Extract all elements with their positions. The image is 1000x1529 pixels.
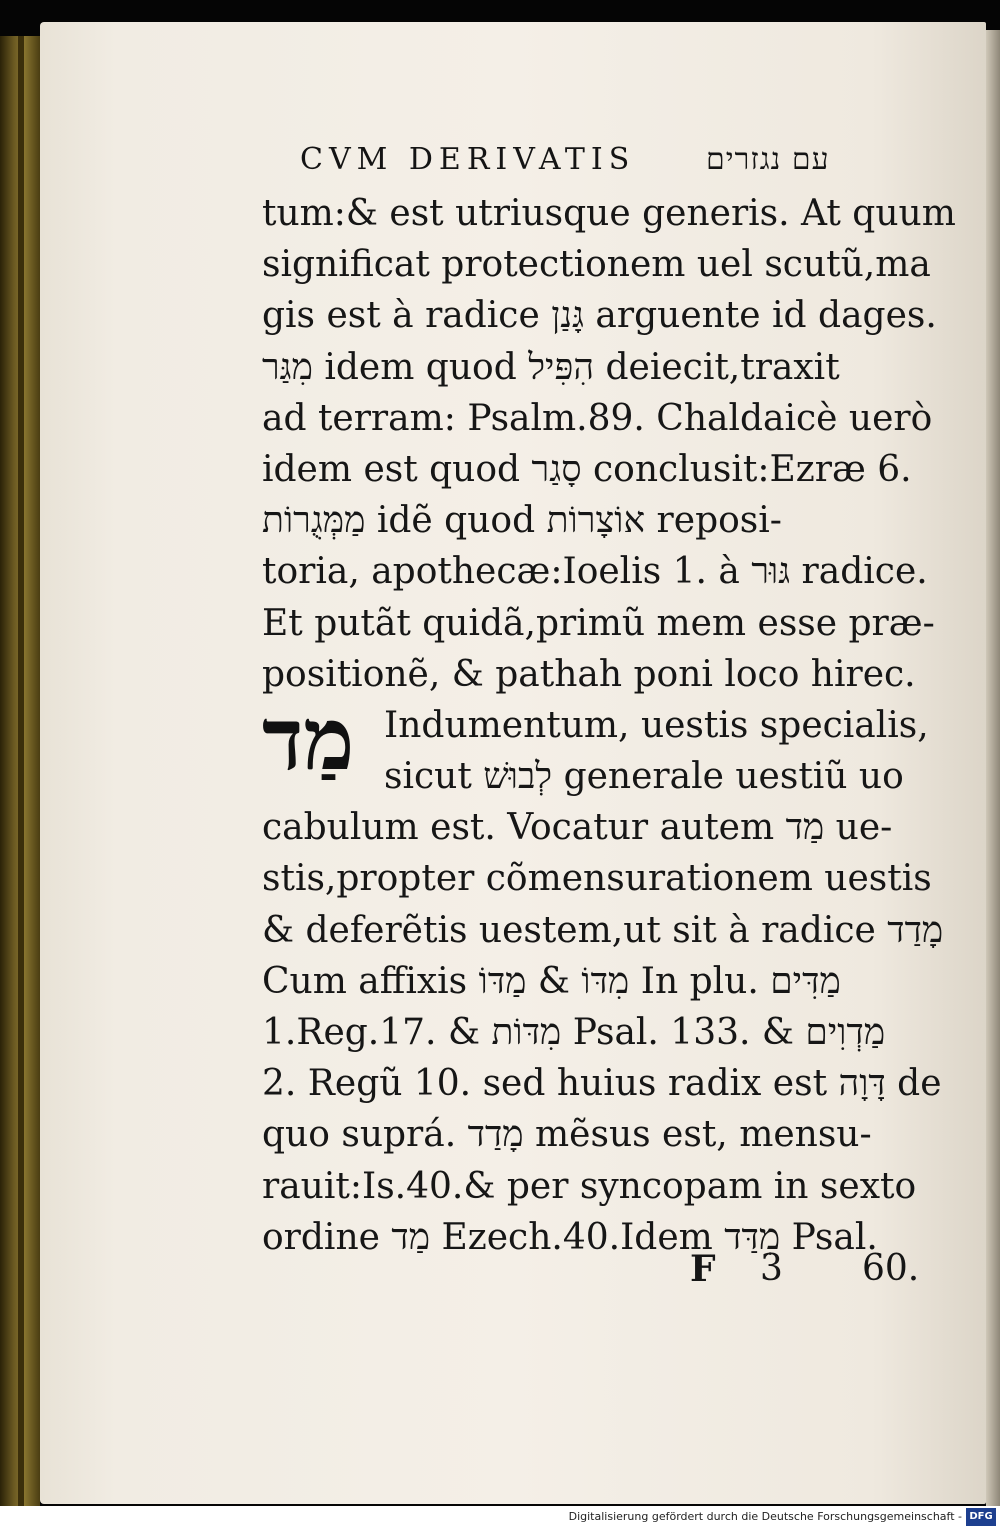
text-line: 1.Reg.17. & מִדּוֹת Psal. 133. & מַדְוִים <box>262 1012 886 1053</box>
text-line: cabulum est. Vocatur autem מַד ue- <box>262 807 893 849</box>
binding-ridge <box>18 36 24 1506</box>
text-line: stis,propter cõmensurationem uestis <box>262 858 932 900</box>
running-header-hebrew: עם נגזרים <box>706 142 830 177</box>
text-line: idem est quod סָגַר conclusit:Ezræ 6. <box>262 448 912 490</box>
page-edge <box>986 30 1000 1506</box>
footer-bar <box>0 1506 1000 1529</box>
text-line: 2. Regũ 10. sed huius radix est דָּוָה de <box>262 1063 942 1105</box>
running-header <box>300 142 880 182</box>
funding-notice: Digitalisierung gefördert durch die Deutsche Forschungsgemeinschaft - <box>568 1510 962 1523</box>
text-line: gis est à radice גָּנַן arguente id dages. <box>262 295 937 337</box>
book-binding <box>0 36 40 1506</box>
text-line: tum:& est utriusque generis. At quum <box>262 193 956 234</box>
text-line: significat protectionem uel scutũ,ma <box>262 244 931 286</box>
text-line: מַמְּגֻרוֹת idẽ quod אוֹצָרוֹת reposi- <box>262 500 782 542</box>
hebrew-initial-word: מַד <box>262 689 355 790</box>
indented-text-line: Indumentum, uestis specialis, <box>384 704 929 746</box>
dfg-logo: DFG <box>966 1508 996 1526</box>
text-line: quo suprá. מָדַד mẽsus est, mensu- <box>262 1114 872 1156</box>
text-line: Et putãt quidã,primũ mem esse præ- <box>262 602 935 644</box>
text-line: Cum affixis מִדּוֹ & מַדּוֹ In plu. מַדִּים <box>262 960 841 1002</box>
text-line: toria, apothecæ:Ioelis 1. à גּוּר radice. <box>262 551 928 593</box>
text-line: positionẽ, & pathah poni loco hirec. <box>262 653 916 695</box>
signature-letter: F <box>690 1248 716 1290</box>
indented-text-line: sicut לְבוּשׁ generale uestiũ uo <box>384 756 904 798</box>
text-line: rauit:Is.40.& per syncopam in sexto <box>262 1165 917 1207</box>
text-line: מִגַּר idem quod הִפִּיל deiecit,traxit <box>262 346 840 388</box>
running-header-latin: CVM DERIVATIS <box>300 142 636 177</box>
text-line: ordine מַד Ezech.40.Idem מִדַּד Psal. <box>262 1216 878 1258</box>
folio-number: 60. <box>862 1248 920 1289</box>
signature-number: 3 <box>760 1248 783 1289</box>
text-line: & deferẽtis uestem,ut sit à radice מָדַד <box>262 909 944 951</box>
text-line: ad terram: Psalm.89. Chaldaicè uerò <box>262 397 933 439</box>
